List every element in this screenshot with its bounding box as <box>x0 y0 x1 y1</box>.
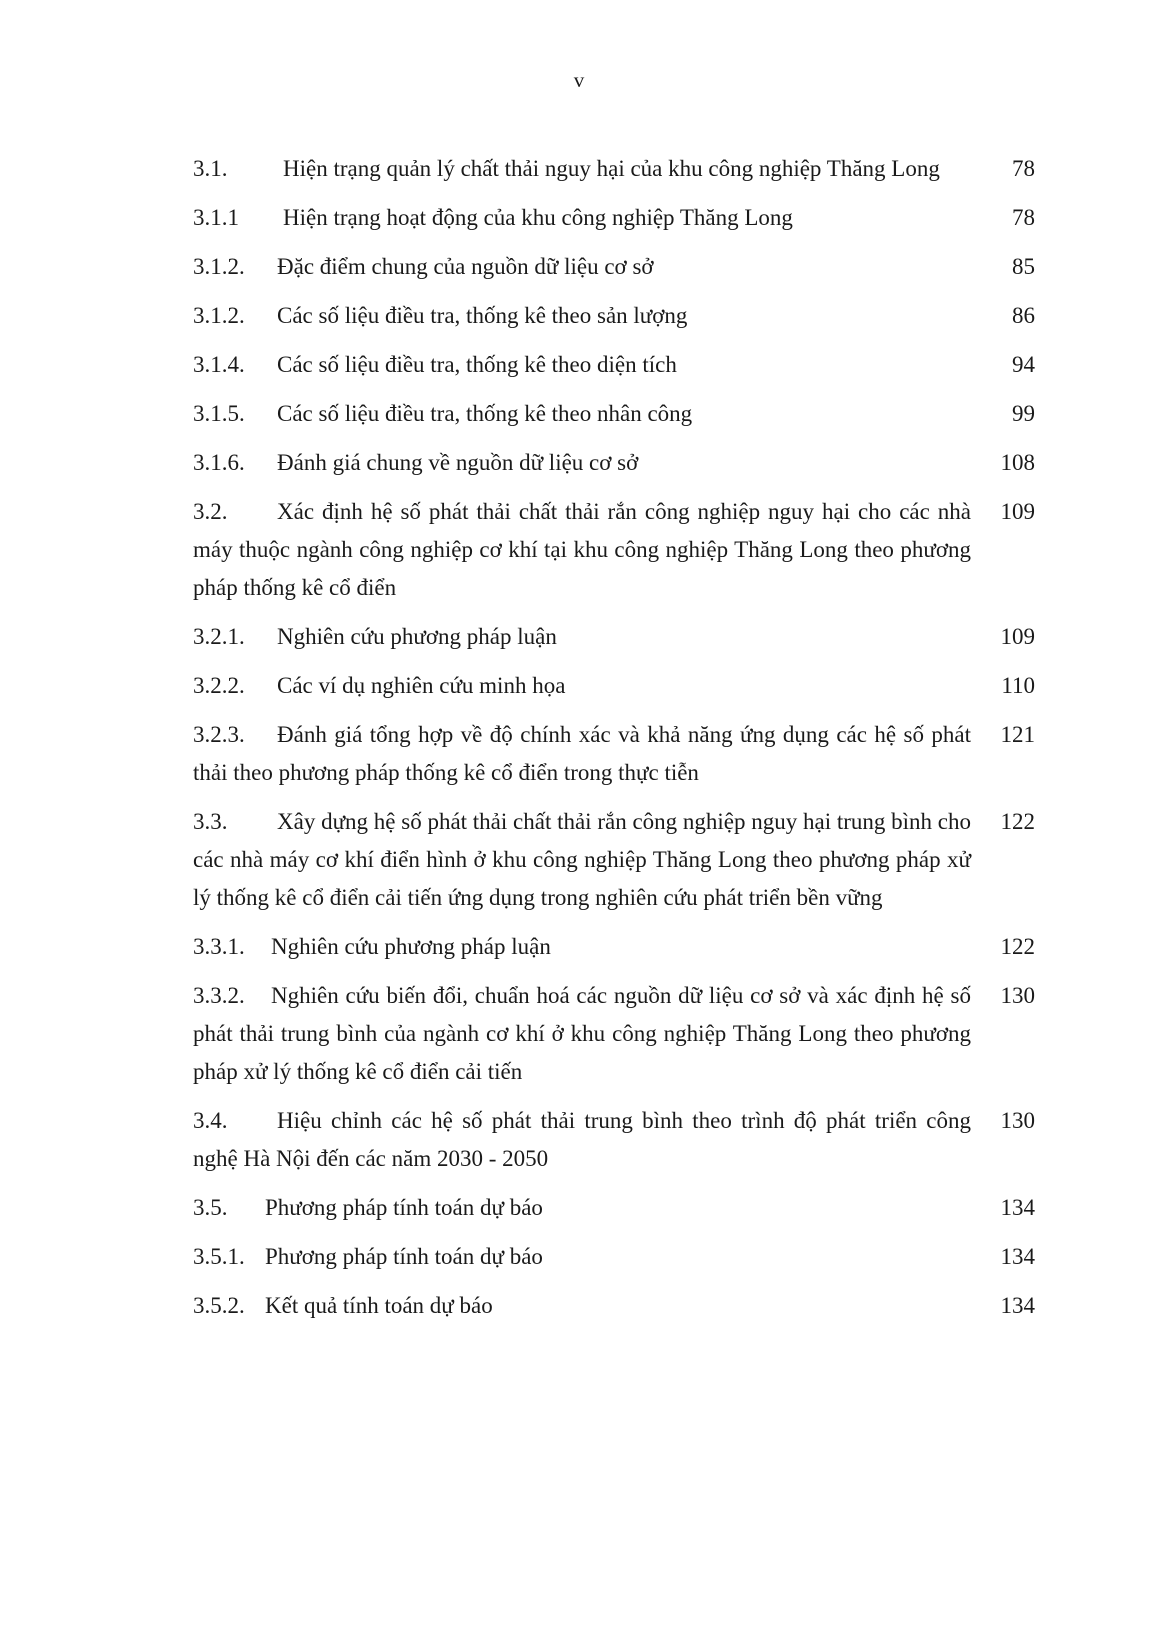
toc-entry-3-2-1[interactable] <box>193 618 1035 656</box>
toc-entry-text <box>193 297 971 335</box>
toc-entry-number: 3.1.1 <box>193 205 239 230</box>
toc-entry-3-2[interactable] <box>193 493 1035 607</box>
toc-entry-3-2-2[interactable] <box>193 667 1035 705</box>
toc-entry-text <box>193 716 971 792</box>
toc-entry-3-5[interactable] <box>193 1189 1035 1227</box>
toc-entry-title: Phương pháp tính toán dự báo <box>265 1244 543 1269</box>
toc-entry-number: 3.5.1. <box>193 1244 245 1269</box>
toc-entry-3-1-1[interactable] <box>193 199 1035 237</box>
toc-entry-number: 3.2.2. <box>193 673 245 698</box>
toc-entry-page: 78 <box>1012 205 1035 230</box>
toc-entry-page: 108 <box>1000 450 1035 475</box>
toc-entry-3-1-5[interactable] <box>193 395 1035 433</box>
toc-entry-title: Các số liệu điều tra, thống kê theo nhân công <box>277 401 693 426</box>
toc-entry-3-1-2a[interactable] <box>193 248 1035 286</box>
toc-entry-title: Nghiên cứu phương pháp luận <box>271 934 551 959</box>
toc-entry-title: Đánh giá chung về nguồn dữ liệu cơ sở <box>277 450 639 475</box>
toc-entry-3-3-2[interactable] <box>193 977 1035 1091</box>
toc-entry-page: 78 <box>1012 156 1035 181</box>
toc-entry-text <box>193 803 971 917</box>
toc-entry-text <box>193 667 971 705</box>
toc-entry-title: Kết quả tính toán dự báo <box>265 1293 493 1318</box>
toc-entry-text <box>193 150 971 188</box>
toc-entry-3-5-1[interactable] <box>193 1238 1035 1276</box>
toc-entry-text <box>193 444 971 482</box>
toc-entry-title: Nghiên cứu phương pháp luận <box>277 624 557 649</box>
toc-entry-3-1[interactable] <box>193 150 1035 188</box>
page-number: v <box>573 68 585 92</box>
toc-entry-number: 3.2.1. <box>193 624 245 649</box>
toc-entry-page: 110 <box>1001 673 1035 698</box>
toc-entry-text <box>193 1102 971 1178</box>
toc-entry-page: 122 <box>1000 934 1035 959</box>
toc-entry-number: 3.5.2. <box>193 1293 245 1318</box>
toc-entry-title: Các số liệu điều tra, thống kê theo diện tích <box>277 352 677 377</box>
toc-entry-page: 122 <box>1000 809 1035 834</box>
toc-entry-text <box>193 1189 971 1227</box>
table-of-contents <box>193 150 1035 1336</box>
toc-entry-number: 3.1.2. <box>193 254 245 279</box>
toc-entry-3-1-6[interactable] <box>193 444 1035 482</box>
toc-entry-page: 85 <box>1012 254 1035 279</box>
toc-entry-title: Hiện trạng quản lý chất thải nguy hại của khu công nghiệp Thăng Long <box>283 156 940 181</box>
toc-entry-page: 130 <box>1000 983 1035 1008</box>
toc-entry-page: 109 <box>1000 499 1035 524</box>
toc-entry-title: Phương pháp tính toán dự báo <box>265 1195 543 1220</box>
toc-entry-page: 86 <box>1012 303 1035 328</box>
toc-entry-page: 134 <box>1000 1195 1035 1220</box>
toc-entry-page: 121 <box>1000 722 1035 747</box>
toc-entry-page: 130 <box>1000 1108 1035 1133</box>
toc-entry-title: Các số liệu điều tra, thống kê theo sản lượng <box>277 303 688 328</box>
toc-entry-text <box>193 618 971 656</box>
toc-entry-title: Xây dựng hệ số phát thải chất thải rắn công nghiệp nguy hại trung bình cho các nhà máy cơ khí điển hình ở khu công nghiệp Thăng Long theo phương pháp xử lý thống kê cổ điển cải tiến ứng dụng trong nghiên cứu phát triển bền vững <box>193 809 971 910</box>
toc-entry-number: 3.5. <box>193 1195 228 1220</box>
toc-entry-text <box>193 977 971 1091</box>
toc-entry-number: 3.2.3. <box>193 722 245 747</box>
toc-entry-text <box>193 346 971 384</box>
toc-entry-page: 109 <box>1000 624 1035 649</box>
toc-entry-text <box>193 395 971 433</box>
toc-entry-text <box>193 928 971 966</box>
toc-entry-number: 3.1.6. <box>193 450 245 475</box>
toc-entry-text <box>193 1238 971 1276</box>
toc-entry-text <box>193 199 971 237</box>
toc-entry-text <box>193 493 971 607</box>
toc-entry-title: Xác định hệ số phát thải chất thải rắn công nghiệp nguy hại cho các nhà máy thuộc ngành công nghiệp cơ khí tại khu công nghiệp Thăng Long theo phương pháp thống kê cổ điển <box>193 499 971 600</box>
toc-entry-3-4[interactable] <box>193 1102 1035 1178</box>
toc-entry-number: 3.1.5. <box>193 401 245 426</box>
toc-entry-3-2-3[interactable] <box>193 716 1035 792</box>
toc-entry-text <box>193 248 971 286</box>
toc-entry-title: Đặc điểm chung của nguồn dữ liệu cơ sở <box>277 254 654 279</box>
toc-entry-title: Đánh giá tổng hợp về độ chính xác và khả năng ứng dụng các hệ số phát thải theo phương pháp thống kê cổ điển trong thực tiễn <box>193 722 971 785</box>
toc-entry-number: 3.1.2. <box>193 303 245 328</box>
toc-entry-number: 3.1.4. <box>193 352 245 377</box>
toc-entry-title: Các ví dụ nghiên cứu minh họa <box>277 673 566 698</box>
toc-entry-page: 134 <box>1000 1293 1035 1318</box>
toc-entry-page: 134 <box>1000 1244 1035 1269</box>
toc-entry-3-3-1[interactable] <box>193 928 1035 966</box>
toc-entry-page: 99 <box>1012 401 1035 426</box>
toc-entry-3-1-2b[interactable] <box>193 297 1035 335</box>
toc-entry-number: 3.1. <box>193 156 228 181</box>
toc-entry-number: 3.4. <box>193 1108 228 1133</box>
toc-entry-title: Nghiên cứu biến đổi, chuẩn hoá các nguồn dữ liệu cơ sở và xác định hệ số phát thải trung bình của ngành cơ khí ở khu công nghiệp Thăng Long theo phương pháp xử lý thống kê cổ điển cải tiến <box>193 983 971 1084</box>
toc-entry-text <box>193 1287 971 1325</box>
toc-entry-page: 94 <box>1012 352 1035 377</box>
toc-entry-number: 3.3.2. <box>193 983 245 1008</box>
toc-entry-3-5-2[interactable] <box>193 1287 1035 1325</box>
toc-entry-number: 3.2. <box>193 499 228 524</box>
toc-entry-title: Hiệu chỉnh các hệ số phát thải trung bình theo trình độ phát triển công nghệ Hà Nội đến các năm 2030 - 2050 <box>193 1108 971 1171</box>
toc-entry-title: Hiện trạng hoạt động của khu công nghiệp Thăng Long <box>283 205 793 230</box>
toc-entry-3-3[interactable] <box>193 803 1035 917</box>
toc-entry-3-1-4[interactable] <box>193 346 1035 384</box>
toc-entry-number: 3.3.1. <box>193 934 245 959</box>
toc-entry-number: 3.3. <box>193 809 228 834</box>
